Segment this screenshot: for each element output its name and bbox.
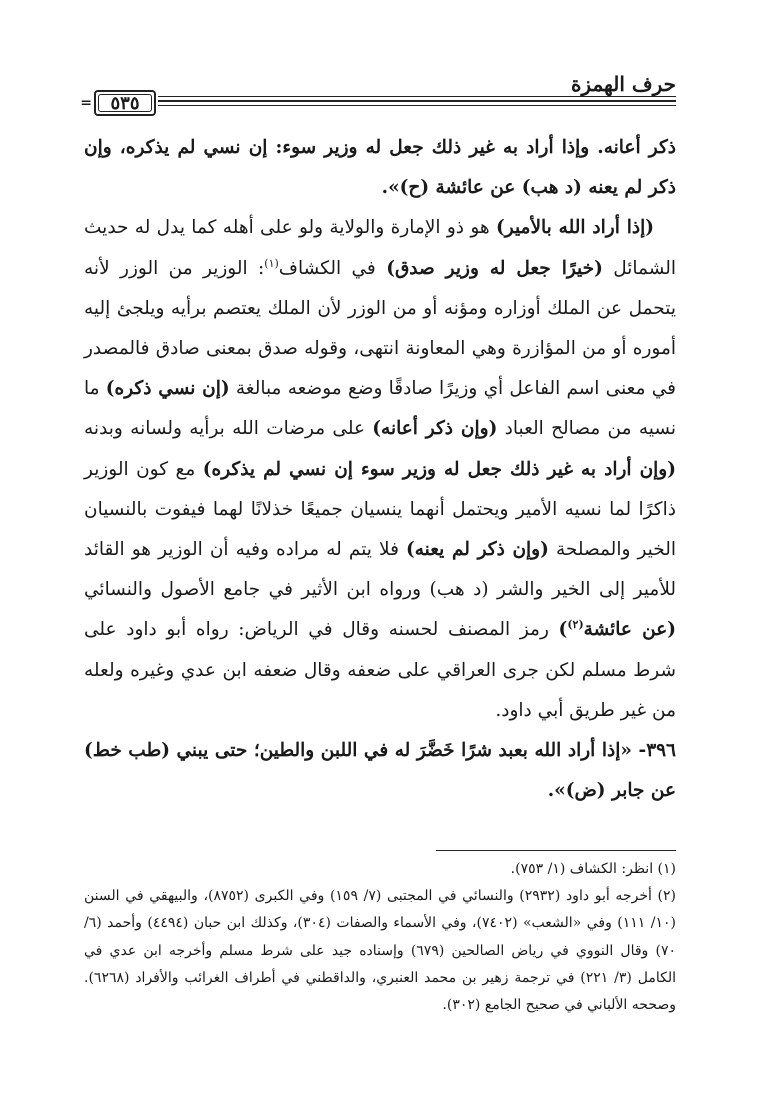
- edge-mark: =: [80, 95, 92, 111]
- footnote-1: (١) انظر: الكشاف (١/ ٧٥٣).: [510, 861, 676, 877]
- rule-line-top: [158, 96, 676, 97]
- hadith-quote: (إذا أراد الله بالأمير): [496, 217, 655, 239]
- running-head: حرف الهمزة: [570, 72, 676, 96]
- commentary-text: في الكشاف: [278, 257, 387, 279]
- footnotes: [84, 856, 676, 1019]
- commentary-text: مع كون الوزير ذاكرًا لما نسيه الأمير ويحتمل أنهما ينسيان جميعًا خذلانًا لهما فيفوت بالنسيان الخير والمصلحة: [84, 458, 676, 561]
- hadith-quote: (عن عائشة: [583, 619, 677, 641]
- page-number-box: [94, 90, 156, 116]
- commentary-text: على مرضات الله برأيه ولسانه وبدنه: [84, 418, 373, 440]
- footnote-ref-1[interactable]: (١): [264, 256, 279, 270]
- hadith-quote: (إن نسي ذكره): [105, 378, 230, 400]
- hadith-quote: ): [558, 619, 568, 641]
- hadith-quote: (وإن أراد به غير ذلك جعل له وزير سوء إن نسي لم يذكره): [202, 458, 676, 480]
- footnote-2: (٢) أخرجه أبو داود (٢٩٣٢) والنسائي في المجتبى (٧/ ١٥٩) وفي الكبرى (٨٧٥٢)، والبيهقي في السنن (١٠/ ١١١) وفي «الشعب» (٧٤٠٢)، وفي الأسماء والصفات (٣٠٤)، وكذلك ابن حبان (٤٤٩٤) وأحمد (٦/ ٧٠) وقال النووي في رياض الصالحين (٦٧٩) وإسناده جيد على شرط مسلم وأخرجه ابن عدي في الكامل (٣/ ٢٢١) في ترجمة زهير بن محمد العنبري، والداقطني في أطراف الغرائب والأفراد (٦٢٦٨). وصححه الألباني في صحيح الجامع (٣٠٢).: [84, 888, 676, 1014]
- footnote-ref-2[interactable]: (٢): [567, 618, 584, 632]
- hadith-quote: (خيرًا جعل له وزير صدق): [386, 257, 603, 279]
- commentary-text: : الوزير من الوزر لأنه يتحمل عن الملك أوزاره ومؤنه أو من الوزر لأن الملك يعتصم برأيه ويلجئ إليه أموره أو من المؤازرة وهي المعاونة انتهى، وقوله صدق بمعنى صادق فالمصدر في معنى اسم الفاعل أي وزيرًا صادقًا وضع موضعه مبالغة: [84, 257, 676, 400]
- hadith-quote: (وإن ذكر لم يعنه): [406, 539, 549, 561]
- header-rule: [80, 90, 676, 120]
- paragraph-hadith-396: ٣٩٦- «إذا أراد الله بعبد شرًا خَضَّرَ له في اللبن والطين؛ حتى يبني (طب خط) عن جابر (ض)».: [84, 740, 676, 802]
- commentary-text: ما نسيه من مصالح العباد: [84, 378, 677, 440]
- commentary-text: رمز المصنف لحسنه وقال في الرياض: رواه أبو داود على شرط مسلم لكن جرى العراقي على ضعفه وقال ضعفه ابن عدي وغيره ولعله من غير طريق أبي داود.: [84, 619, 676, 721]
- paragraph-hadith-end: ذكر أعانه. وإذا أراد به غير ذلك جعل له وزير سوء: إن نسي لم يذكره، وإن ذكر لم يعنه (د هب) عن عائشة (ح)».: [84, 137, 676, 199]
- hadith-quote: (وإن ذكر أعانه): [372, 418, 498, 440]
- footnote-separator: [436, 850, 676, 851]
- rule-line-bottom: [158, 105, 676, 106]
- rule-line-middle: [158, 100, 676, 102]
- main-text: [84, 128, 676, 811]
- commentary-text: هو ذو الإمارة والولاية ولو على أهله كما يدل له حديث الشمائل: [84, 217, 677, 279]
- page-number: ٥٣٥: [110, 92, 140, 114]
- commentary-text: فلا يتم له مراده وفيه أن الوزير هو القائد للأمير إلى الخير والشر (د هب) ورواه ابن الأثير في جامع الأصول والنسائي: [84, 539, 676, 601]
- paragraph-commentary: [84, 208, 676, 731]
